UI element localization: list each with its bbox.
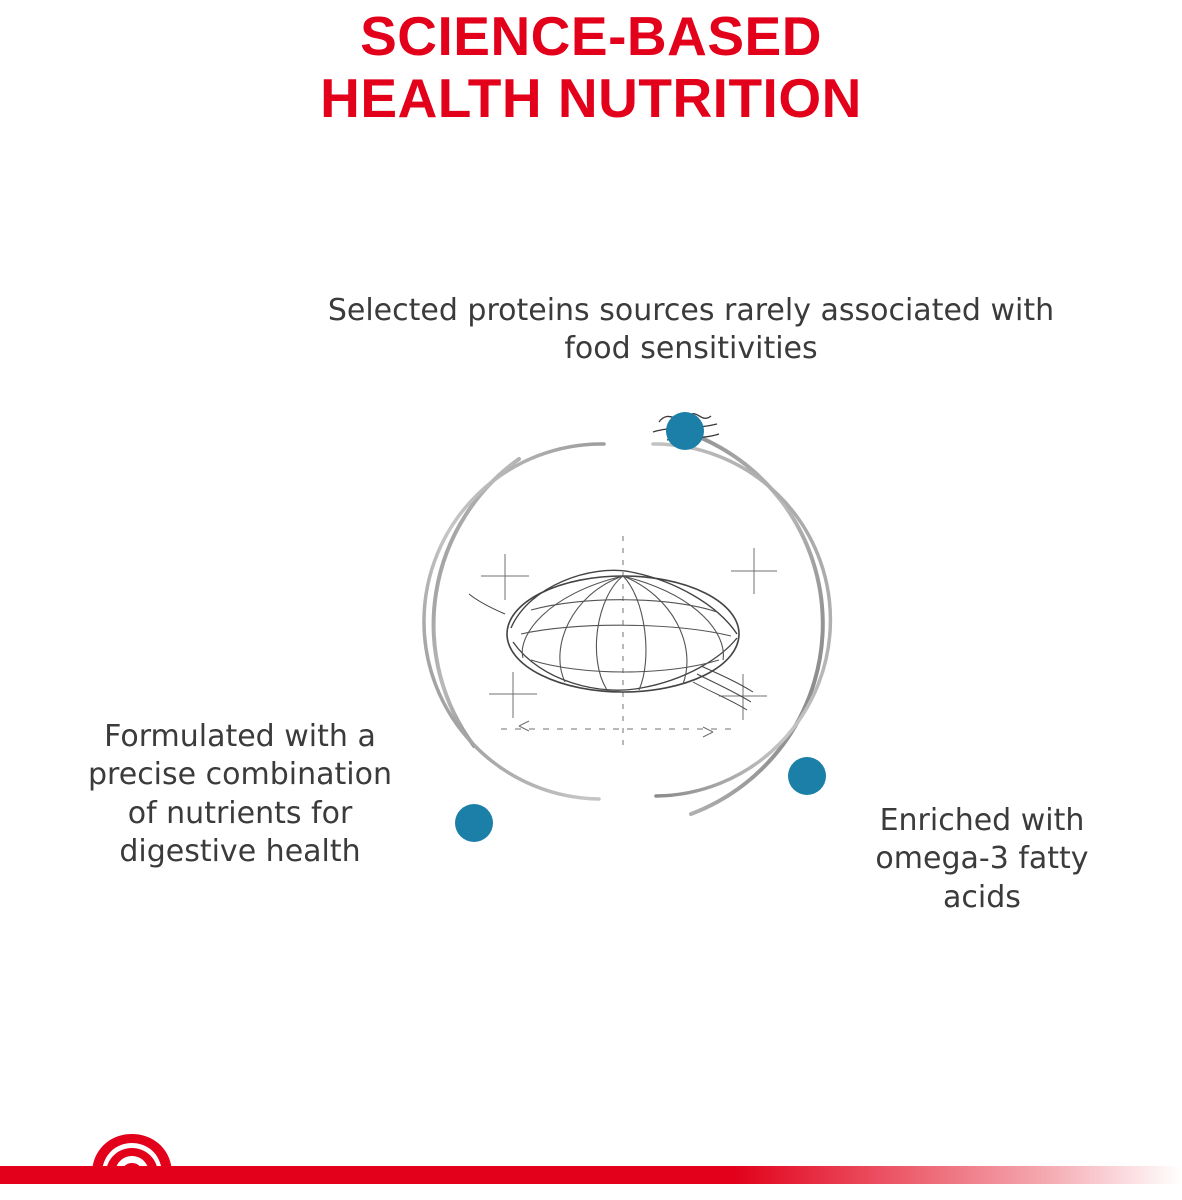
emblem-diagram — [401, 396, 851, 866]
page-title — [0, 6, 1182, 129]
royal-canin-crown-logo — [82, 1128, 212, 1190]
page-title-line-1: SCIENCE-BASED — [360, 5, 822, 67]
callout-label-right: Enriched with omega-3 fatty acids — [875, 803, 1089, 915]
footer — [0, 1122, 1182, 1200]
callout-label-left: Formulated with a precise combination of nutrients for digestive health — [88, 719, 392, 870]
dot-bottom-left — [455, 804, 493, 842]
emblem-inner-ring — [424, 444, 830, 799]
dot-right — [788, 757, 826, 795]
callout-label-top: Selected proteins sources rarely associated with food sensitivities — [327, 293, 1055, 367]
dot-top — [666, 412, 704, 450]
page-title-line-2: HEALTH NUTRITION — [320, 66, 862, 129]
